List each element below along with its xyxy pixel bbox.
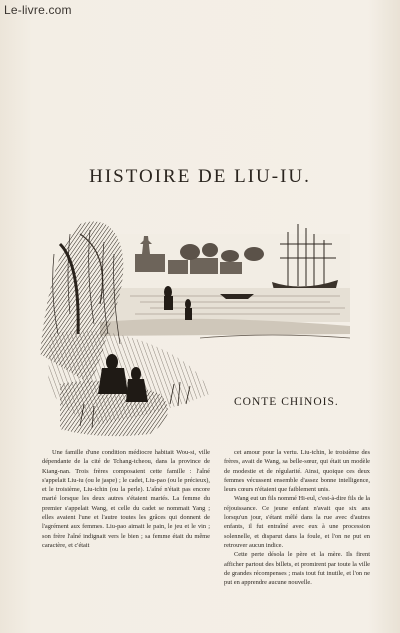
paragraph: Wang eut un fils nommé Hi-eul, c'est-à-dire fils de la réjouissance. Ce jeune enfant n'avait que six ans lorsqu'un jour, s'étant mêlé dans la rue avec d'autres enfants, il fut entraîné avec eux à une procession solennelle, et disparut dans la foule, et l'on ne put en retrouver aucun indice. (224, 495, 370, 549)
page-title: HISTOIRE DE LIU-IU. (89, 166, 311, 187)
watermark: Le-livre.com (4, 3, 72, 17)
page-subtitle: CONTE CHINOIS. (234, 396, 339, 408)
text-column-right (224, 448, 370, 587)
paragraph: cet amour pour la vertu. Liu-tchin, le troisième des frères, avait de Wang, sa belle-sœur, qui était un modèle de modestie et de régularité. Ainsi, quoique ces deux femmes vécussent ensemble d'assez bonne intelligence, leurs cœurs n'étaient que faiblement unis. (224, 449, 370, 494)
text-column-left: Une famille d'une condition médiocre habitait Wou-si, ville dépendante de la cité de Tchang-tcheou, dans la province de Kiang-nan. Trois frères composaient cette famille : l'aîné s'appelait Liu-iu (ou le jaspe) ; le cadet, Liu-pao (ou le précieux), et le troisième, Liu-tchin (ou la perle). L'aîné n'était pas encore marié lorsque les deux autres s'étaient mariés. La femme du premier s'appelait Wang, et celle du cadet se nommait Yang ; elles avaient l'une et l'autre toutes les grâces qui donnent de l'agrément aux femmes. Liu-pao aimait le pain, le jeu et le vin ; son frère l'aîné indignait vers le bien ; sa femme était du même caractère, et c'était (42, 449, 210, 549)
paragraph: Cette perte désola le père et la mère. Ils firent afficher partout des billets, et promirent par toute la ville de grandes récompenses ; mais tout fut inutile, et l'on ne put en apprendre aucune nouvelle. (224, 551, 370, 587)
